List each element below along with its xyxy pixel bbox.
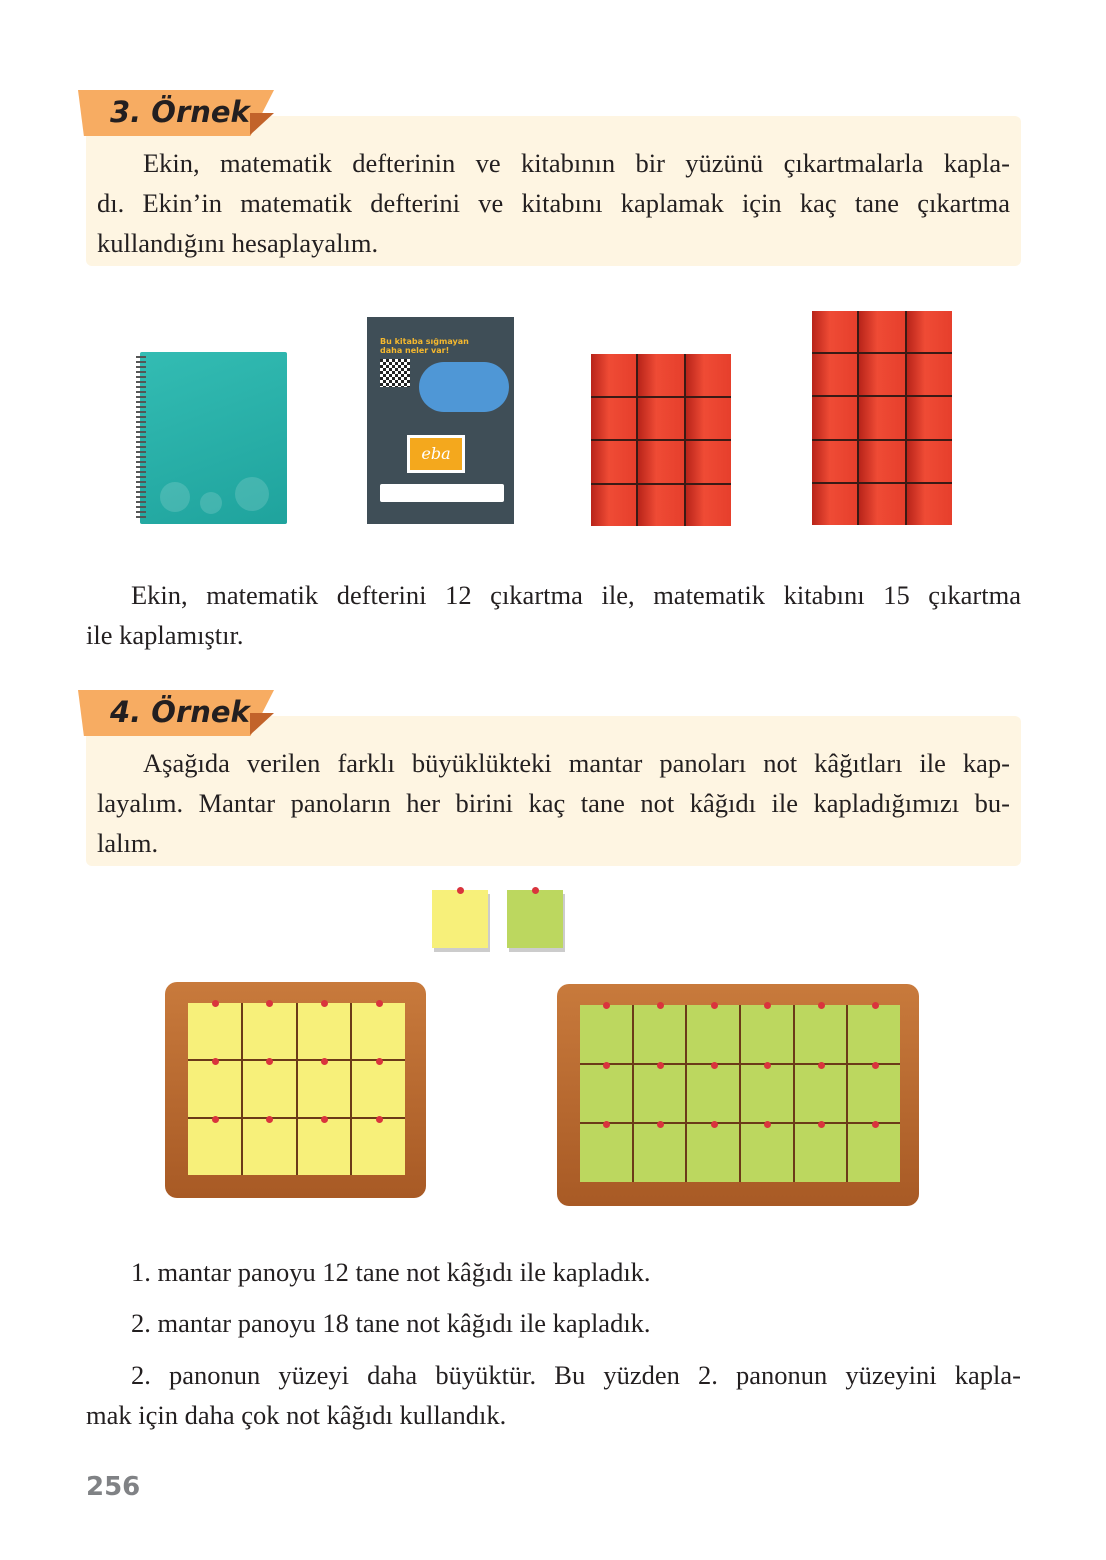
- sticker: [686, 398, 731, 440]
- eba-logo: eba: [410, 438, 462, 470]
- book-cover-image: [367, 317, 514, 524]
- sticky-note: [687, 1005, 739, 1063]
- sticker: [638, 398, 683, 440]
- page-number: 256: [86, 1472, 141, 1502]
- example-3-text-line: dı. Ekin’in matematik defterini ve kitabını kaplamak için kaç tane çıkartma: [97, 188, 1010, 218]
- sticky-note: [741, 1005, 793, 1063]
- pin-icon: [603, 1062, 610, 1069]
- pin-icon: [266, 1000, 273, 1007]
- sticker: [907, 311, 952, 352]
- decor: [235, 477, 269, 511]
- conclusion-line: mak için daha çok not kâğıdı kullandık.: [86, 1400, 507, 1430]
- sticker: [686, 354, 731, 396]
- sticky-note: [352, 1061, 405, 1117]
- pin-icon: [457, 887, 464, 894]
- sticky-note: [243, 1003, 296, 1059]
- sticky-note: [848, 1124, 900, 1182]
- pin-icon: [266, 1116, 273, 1123]
- sticky-note: [188, 1119, 241, 1175]
- sticker: [591, 441, 636, 483]
- sticky-note: [352, 1119, 405, 1175]
- sticker: [638, 354, 683, 396]
- pin-icon: [657, 1062, 664, 1069]
- example-4-title: 4. Örnek: [110, 695, 250, 729]
- sticker: [638, 485, 683, 527]
- sticky-note: [848, 1005, 900, 1063]
- book-headline: Bu kitaba sığmayan daha neler var!: [380, 337, 469, 355]
- sticker: [812, 441, 857, 482]
- sticky-note: [298, 1119, 351, 1175]
- pin-icon: [376, 1000, 383, 1007]
- sticky-note: [848, 1065, 900, 1123]
- example-3-text-line: kullandığını hesaplayalım.: [97, 228, 379, 258]
- sticky-note: [298, 1061, 351, 1117]
- result-item-2: 2. mantar panoyu 18 tane not kâğıdı ile kapladık.: [131, 1308, 651, 1338]
- sticker: [812, 484, 857, 525]
- pin-icon: [321, 1116, 328, 1123]
- pin-icon: [818, 1002, 825, 1009]
- sticky-note: [795, 1005, 847, 1063]
- sticker: [859, 484, 904, 525]
- sticky-note: [795, 1065, 847, 1123]
- pin-icon: [212, 1058, 219, 1065]
- example-3-answer-line: Ekin, matematik defterini 12 çıkartma ile, matematik kitabını 15 çıkartma: [131, 580, 1021, 610]
- pin-icon: [711, 1002, 718, 1009]
- pin-icon: [657, 1121, 664, 1128]
- sticky-note: [634, 1005, 686, 1063]
- sticker: [591, 398, 636, 440]
- example-3-answer-line: ile kaplamıştır.: [86, 620, 244, 650]
- sticker-grid-book: [812, 311, 952, 525]
- spiral-binding: [136, 356, 146, 520]
- sticky-note: [580, 1124, 632, 1182]
- sticker-grid-notebook: [591, 354, 731, 526]
- example-4-text-line: Aşağıda verilen farklı büyüklükteki mantar panoları not kâğıtları ile kap-: [143, 748, 1010, 778]
- example-4-text-line: lalım.: [97, 828, 159, 858]
- pin-icon: [764, 1121, 771, 1128]
- pin-icon: [266, 1058, 273, 1065]
- pin-icon: [321, 1058, 328, 1065]
- pin-icon: [212, 1000, 219, 1007]
- sticker: [591, 485, 636, 527]
- sticky-note: [687, 1065, 739, 1123]
- conclusion-line: 2. panonun yüzeyi daha büyüktür. Bu yüzden 2. panonun yüzeyini kapla-: [131, 1360, 1021, 1390]
- qr-code: [380, 359, 410, 387]
- pin-icon: [818, 1062, 825, 1069]
- sticky-note: [741, 1065, 793, 1123]
- result-item-1: 1. mantar panoyu 12 tane not kâğıdı ile kapladık.: [131, 1257, 651, 1287]
- sticky-note: [352, 1003, 405, 1059]
- decor: [200, 492, 222, 514]
- sticker: [812, 397, 857, 438]
- sticker: [907, 397, 952, 438]
- example-4-text-line: layalım. Mantar panoların her birini kaç tane not kâğıdı ile kapladığımızı bu-: [97, 788, 1010, 818]
- pin-icon: [376, 1058, 383, 1065]
- laptop-graphic: [407, 435, 465, 473]
- sticky-note: [243, 1061, 296, 1117]
- example-3-title: 3. Örnek: [110, 95, 250, 129]
- pin-icon: [872, 1002, 879, 1009]
- sticky-note: [634, 1124, 686, 1182]
- sticker: [591, 354, 636, 396]
- cloud-graphic: [419, 362, 509, 412]
- sticky-note: [795, 1124, 847, 1182]
- sticky-note: [687, 1124, 739, 1182]
- pin-icon: [711, 1121, 718, 1128]
- sticky-note: [243, 1119, 296, 1175]
- sticker: [907, 441, 952, 482]
- sticker: [859, 397, 904, 438]
- pin-icon: [711, 1062, 718, 1069]
- sticky-note: [298, 1003, 351, 1059]
- green-sticky-note-sample: [507, 890, 563, 948]
- sticker: [812, 354, 857, 395]
- pin-icon: [212, 1116, 219, 1123]
- info-panel: [380, 484, 504, 502]
- sticky-note: [188, 1003, 241, 1059]
- pin-icon: [657, 1002, 664, 1009]
- sticker: [859, 354, 904, 395]
- notes-grid-2: [580, 1005, 900, 1182]
- sticker: [638, 441, 683, 483]
- example-3-text-line: Ekin, matematik defterinin ve kitabının bir yüzünü çıkartmalarla kapla-: [143, 148, 1010, 178]
- sticker: [812, 311, 857, 352]
- sticker: [859, 441, 904, 482]
- decor: [160, 482, 190, 512]
- notes-grid-1: [188, 1003, 405, 1175]
- pin-icon: [818, 1121, 825, 1128]
- sticker: [907, 484, 952, 525]
- pin-icon: [872, 1062, 879, 1069]
- pin-icon: [321, 1000, 328, 1007]
- sticky-note: [580, 1005, 632, 1063]
- sticky-note: [188, 1061, 241, 1117]
- pin-icon: [532, 887, 539, 894]
- sticker: [859, 311, 904, 352]
- sticky-note: [634, 1065, 686, 1123]
- sticker: [686, 441, 731, 483]
- notebook-image: [140, 352, 287, 524]
- pin-icon: [764, 1062, 771, 1069]
- sticker: [686, 485, 731, 527]
- pin-icon: [376, 1116, 383, 1123]
- pin-icon: [603, 1121, 610, 1128]
- pin-icon: [872, 1121, 879, 1128]
- yellow-sticky-note-sample: [432, 890, 488, 948]
- pin-icon: [764, 1002, 771, 1009]
- sticky-note: [741, 1124, 793, 1182]
- pin-icon: [603, 1002, 610, 1009]
- sticky-note: [580, 1065, 632, 1123]
- sticker: [907, 354, 952, 395]
